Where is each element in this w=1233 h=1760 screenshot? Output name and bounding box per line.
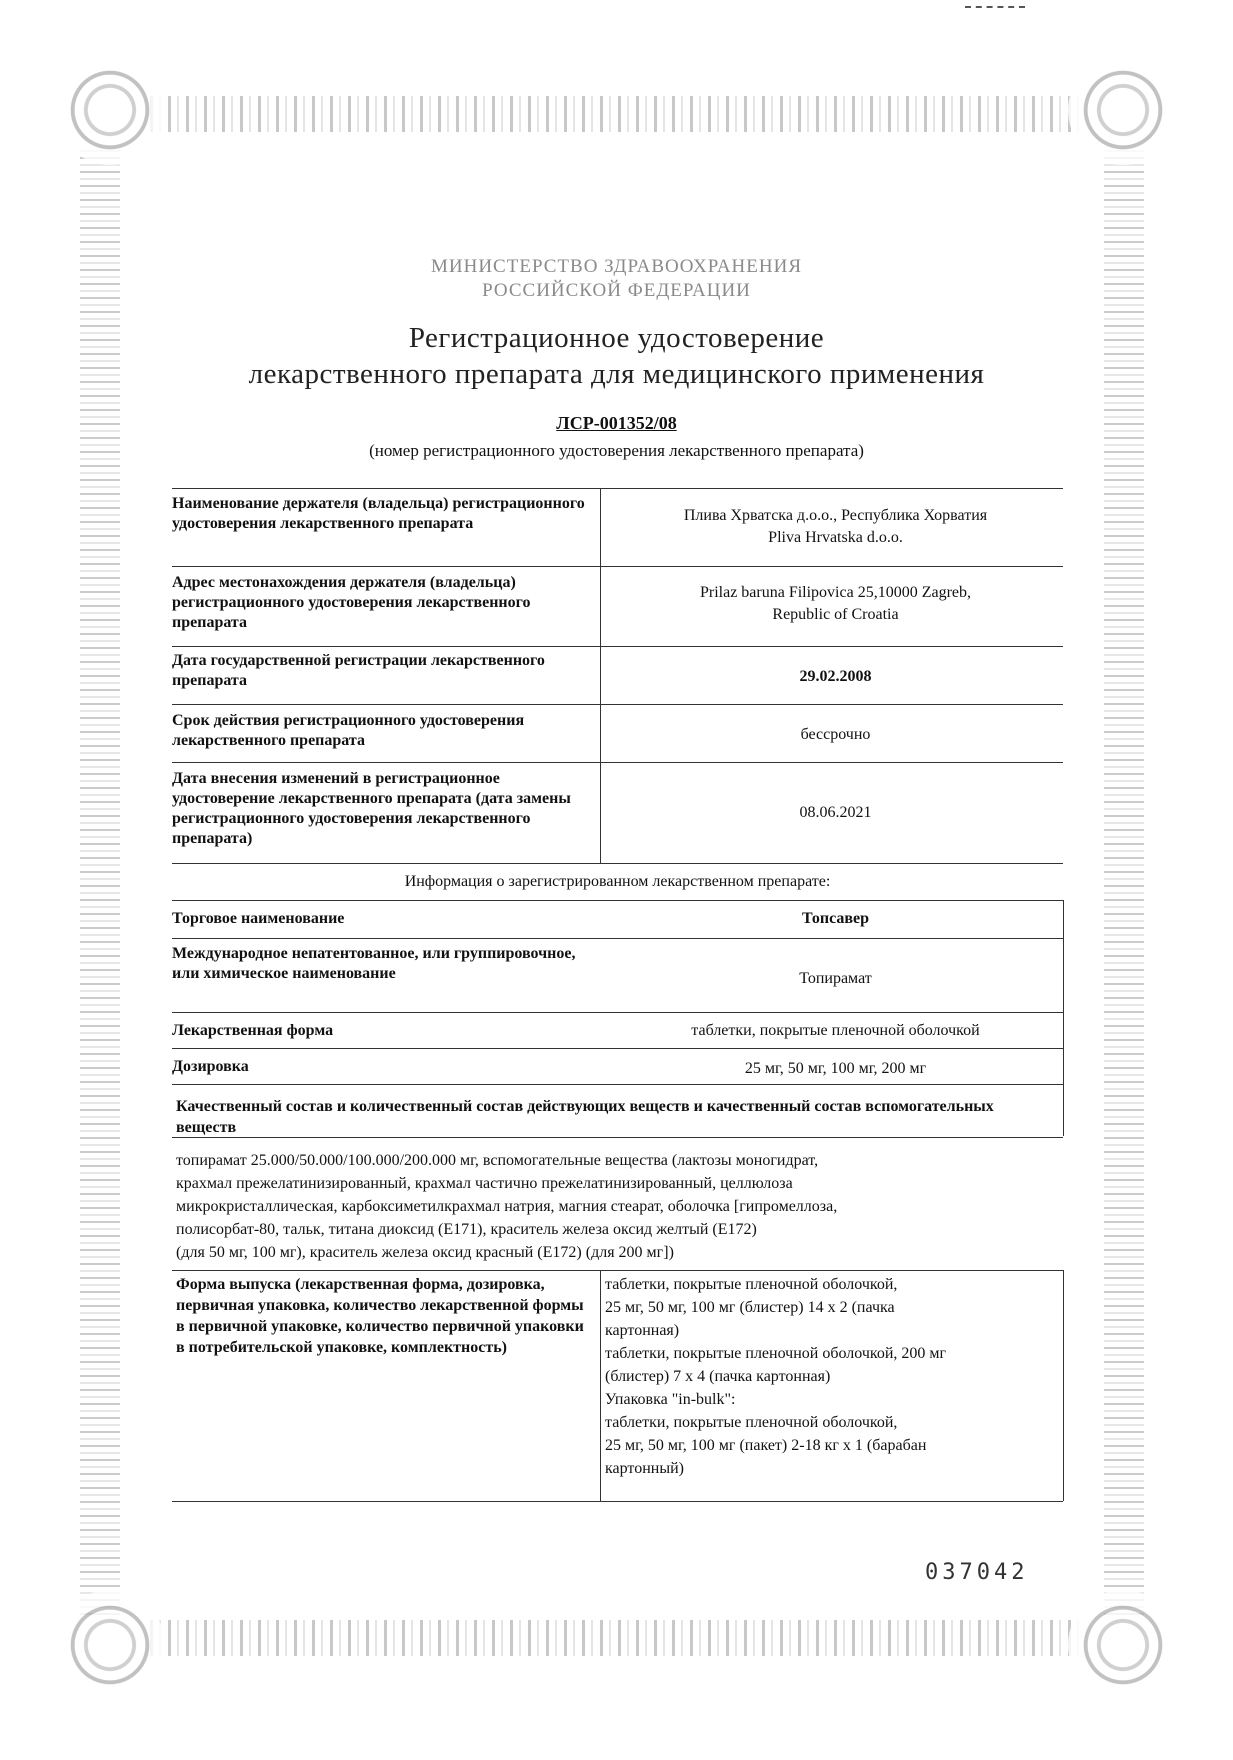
table-right-border — [1063, 1270, 1064, 1501]
dosage-form-label: Лекарственная форма — [172, 1022, 334, 1039]
release-form-label: Форма выпуска (лекарственная форма, дозировка, первичная упаковка, количество лекарственной формы в первичной упаковке, количество первичной упаковки в потребительской упаковке, комплектность) — [176, 1276, 584, 1356]
trade-name-label: Торговое наименование — [172, 910, 345, 927]
table-row — [172, 566, 1063, 645]
registration-date-value: 29.02.2008 — [799, 668, 872, 685]
ornament-top — [150, 96, 1084, 132]
registration-date-label: Дата государственной регистрации лекарственного препарата — [172, 652, 545, 689]
registration-caption: (номер регистрационного удостоверения лекарственного препарата) — [369, 441, 864, 460]
ornament-bottom — [150, 1620, 1084, 1656]
inn-label: Международное непатентованное, или группировочное, или химическое наименование — [172, 945, 576, 982]
serial-number: 037042 — [925, 1560, 1029, 1585]
validity-value: бессрочно — [800, 726, 871, 743]
change-date-label: Дата внесения изменений в регистрационное удостоверение лекарственного препарата (дата замены регистрационного удостоверения лекарственного препарата) — [172, 770, 571, 847]
table-row — [172, 900, 1063, 937]
release-line: Упаковка "in-bulk": — [605, 1391, 736, 1408]
inn-value: Топирамат — [799, 970, 872, 987]
holder-value-2: Pliva Hrvatska d.o.o. — [768, 529, 903, 546]
table-row — [172, 762, 1063, 864]
table-row — [172, 1012, 1063, 1047]
info-heading: Информация о зарегистрированном лекарственном препарате: — [404, 873, 831, 890]
column-divider — [600, 488, 601, 863]
ministry-line2: РОССИЙСКОЙ ФЕДЕРАЦИИ — [482, 280, 751, 301]
table-row — [172, 488, 1063, 567]
table-row — [172, 704, 1063, 761]
table-row — [172, 646, 1063, 703]
holder-label: Наименование держателя (владельца) регистрационного удостоверения лекарственного препарата — [172, 495, 585, 532]
trade-name-value: Топсавер — [801, 910, 870, 927]
table-right-border — [1063, 900, 1064, 1136]
composition-line: микрокристаллическая, карбоксиметилкрахмал натрия, магния стеарат, оболочка [гипромеллоза, — [176, 1198, 838, 1215]
composition-line: крахмал прежелатинизированный, крахмал частично прежелатинизированный, целлюлоза — [176, 1175, 793, 1192]
address-label: Адрес местонахождения держателя (владельца) регистрационного удостоверения лекарственного препарата — [172, 574, 531, 631]
strength-value: 25 мг, 50 мг, 100 мг, 200 мг — [744, 1060, 927, 1077]
release-line: 25 мг, 50 мг, 100 мг (пакет) 2-18 кг х 1 (барабан — [605, 1437, 927, 1454]
holder-value-1: Плива Хрватска д.о.о., Республика Хорватия — [683, 507, 988, 524]
composition-line: полисорбат-80, тальк, титана диоксид (Е171), краситель железа оксид желтый (Е172) — [176, 1221, 757, 1238]
table-row — [172, 1048, 1063, 1083]
corner-rosette-icon — [55, 55, 165, 165]
dosage-form-value: таблетки, покрытые пленочной оболочкой — [691, 1022, 980, 1039]
ministry-line1: МИНИСТЕРСТВО ЗДРАВООХРАНЕНИЯ — [431, 256, 802, 277]
top-mark — [965, 6, 1025, 8]
release-line: 25 мг, 50 мг, 100 мг (блистер) 14 х 2 (пачка — [605, 1299, 895, 1316]
table-row — [172, 938, 1063, 1011]
validity-label: Срок действия регистрационного удостоверения лекарственного препарата — [172, 712, 525, 749]
address-value-1: Prilaz baruna Filipovica 25,10000 Zagreb, — [699, 584, 972, 601]
release-line: (блистер) 7 х 4 (пачка картонная) — [605, 1368, 831, 1385]
corner-rosette-icon — [55, 1590, 165, 1700]
composition-line: топирамат 25.000/50.000/100.000/200.000 мг, вспомогательные вещества (лактозы моногидрат, — [176, 1152, 819, 1169]
corner-rosette-icon — [1068, 55, 1178, 165]
column-divider — [600, 1270, 601, 1501]
title-line2: лекарственного препарата для медицинского применения — [248, 358, 985, 390]
address-value-2: Republic of Croatia — [772, 606, 899, 623]
release-line: таблетки, покрытые пленочной оболочкой, 200 мг — [605, 1345, 947, 1362]
strength-label: Дозировка — [172, 1058, 249, 1075]
composition-line: (для 50 мг, 100 мг), краситель железа оксид красный (Е172) (для 200 мг]) — [176, 1244, 674, 1261]
release-line: таблетки, покрытые пленочной оболочкой, — [605, 1276, 898, 1293]
composition-heading: Качественный состав и количественный состав действующих веществ и качественный состав вспомогательных веществ — [176, 1098, 994, 1136]
release-line: картонная) — [605, 1322, 680, 1339]
title-line1: Регистрационное удостоверение — [408, 322, 825, 354]
corner-rosette-icon — [1068, 1590, 1178, 1700]
change-date-value: 08.06.2021 — [799, 804, 872, 821]
registration-number: ЛСР-001352/08 — [556, 413, 677, 433]
release-line: картонный) — [605, 1460, 684, 1477]
release-line: таблетки, покрытые пленочной оболочкой, — [605, 1414, 898, 1431]
